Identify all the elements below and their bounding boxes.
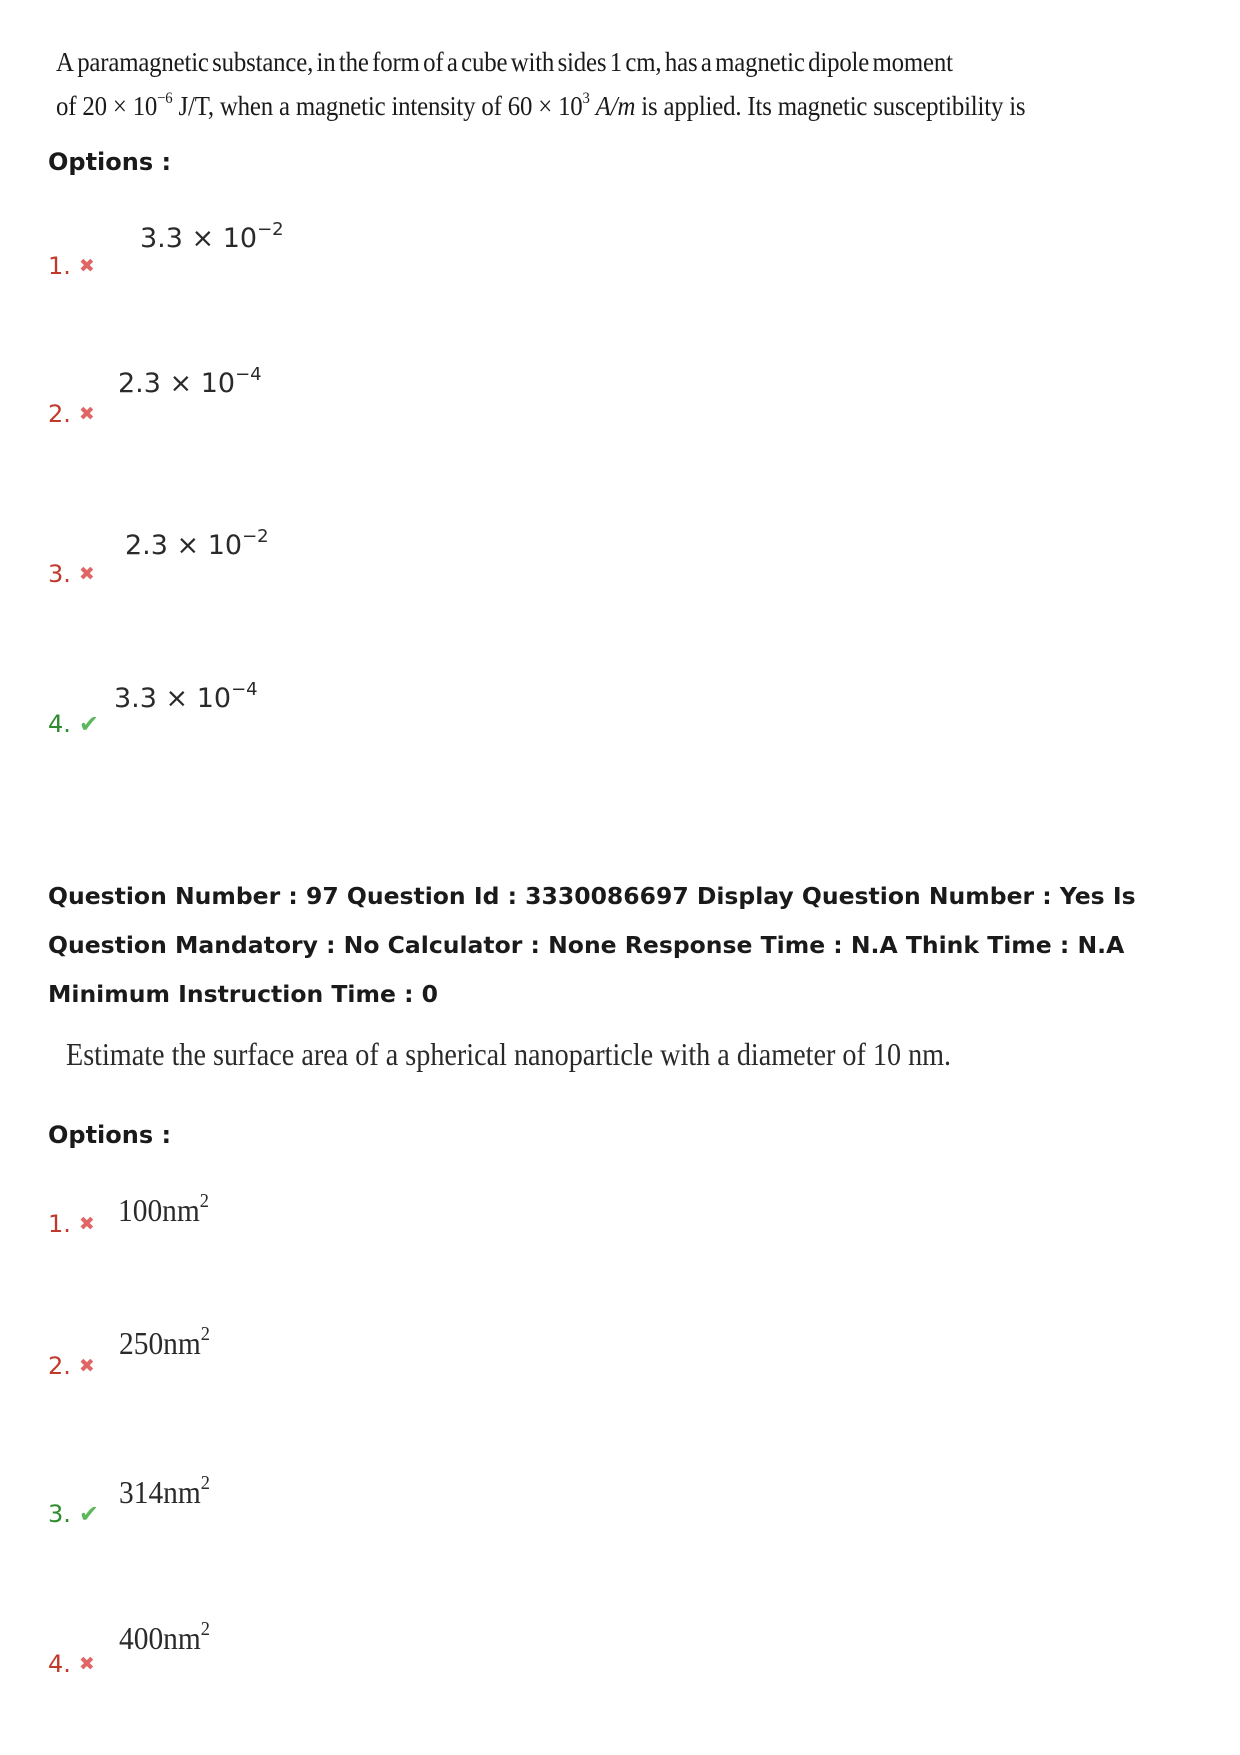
q2-option-2-number: 2. ✖ — [48, 1352, 95, 1380]
check-icon: ✔ — [78, 1500, 100, 1528]
q2-option-1-value: $100nm^2$ — [118, 1190, 209, 1228]
question-1-line-2: of $20 \times 10^{-6}$ J/T, when a magnetic intensity of $60 \times 10^3$ A/m is applied. Its magnetic susceptibility is — [56, 90, 1026, 121]
q1-option-2-value: $2.3 \times 10^{-4}$ — [118, 364, 262, 399]
q1-option-4-value: $3.3 \times 10^{-4}$ — [114, 679, 258, 714]
q2-option-3-value: $314nm^2$ — [119, 1472, 210, 1510]
options-label-q2: Options : — [48, 1121, 172, 1149]
check-icon: ✔ — [78, 710, 100, 738]
cross-icon: ✖ — [78, 255, 95, 277]
q2-option-3-number: 3. ✔ — [48, 1500, 100, 1528]
question-2-text: Estimate the surface area of a spherical nanoparticle with a diameter of 10 nm. — [66, 1036, 952, 1072]
q2-option-2-value: $250nm^2$ — [119, 1323, 210, 1361]
cross-icon: ✖ — [78, 1653, 95, 1675]
question-1-text — [56, 40, 1026, 128]
q1-option-4-number: 4. ✔ — [48, 710, 100, 738]
cross-icon: ✖ — [78, 1213, 95, 1235]
cross-icon: ✖ — [78, 403, 95, 425]
q1-option-2-number: 2. ✖ — [48, 400, 95, 428]
question-2-meta: Question Number : 97 Question Id : 3330086697 Display Question Number : Yes Is Question Mandatory : No Calculator : None Response Time : N.A Think Time : N.A Minimum Instruction Time : 0 — [48, 882, 1136, 1008]
question-1-line-1: A paramagnetic substance, in the form of a cube with sides 1 cm, has a magnetic dipole moment — [56, 47, 953, 77]
q1-option-3-value: $2.3 \times 10^{-2}$ — [125, 526, 269, 561]
q1-option-3-number: 3. ✖ — [48, 560, 95, 588]
q2-option-4-value: $400nm^2$ — [119, 1618, 210, 1656]
cross-icon: ✖ — [78, 563, 95, 585]
cross-icon: ✖ — [78, 1355, 95, 1377]
q2-option-4-number: 4. ✖ — [48, 1650, 95, 1678]
options-label-q1: Options : — [48, 148, 172, 176]
q2-option-1-number: 1. ✖ — [48, 1210, 95, 1238]
q1-option-1-number: 1. ✖ — [48, 252, 95, 280]
q1-option-1-value: $3.3 \times 10^{-2}$ — [140, 219, 284, 254]
